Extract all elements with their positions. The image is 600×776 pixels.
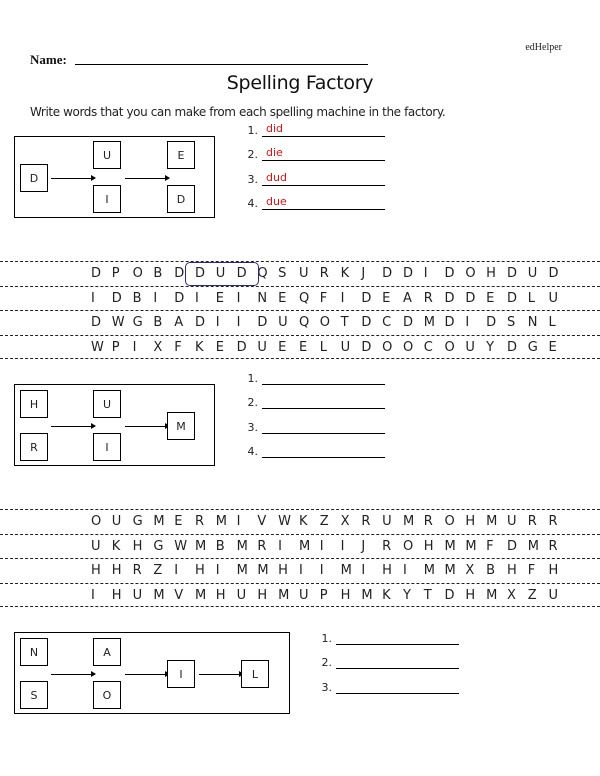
grid-letter[interactable]: M	[444, 563, 456, 578]
answer-number: 1.	[247, 372, 258, 385]
grid-letter[interactable]: I	[423, 266, 428, 281]
grid-letter[interactable]: L	[527, 291, 535, 306]
grid-letter[interactable]: R	[382, 539, 392, 554]
grid-letter[interactable]: O	[91, 514, 102, 529]
grid-letter[interactable]: Q	[257, 266, 268, 281]
answer-input[interactable]	[262, 122, 385, 137]
grid-letter[interactable]: E	[174, 514, 183, 529]
grid-letter[interactable]: D	[194, 315, 205, 330]
grid-letters	[91, 340, 569, 355]
grid-row	[0, 335, 600, 359]
grid-letter[interactable]: D	[444, 291, 455, 306]
grid-row	[0, 310, 600, 334]
answer-text: did	[266, 122, 284, 135]
grid-letter[interactable]: I	[402, 563, 407, 578]
answer-number: 2.	[321, 656, 332, 669]
answer-number: 3.	[247, 173, 258, 186]
grid-letter[interactable]: E	[278, 291, 287, 306]
letter-box: D	[20, 164, 48, 192]
name-label: Name:	[30, 52, 67, 67]
grid-letter[interactable]: A	[174, 315, 184, 330]
arrow-icon	[125, 426, 169, 427]
grid-letter[interactable]: M	[194, 588, 207, 603]
grid-letter[interactable]: M	[361, 588, 373, 603]
grid-letters	[91, 563, 569, 578]
grid-letter[interactable]: U	[111, 514, 122, 529]
grid-letter[interactable]: I	[298, 563, 303, 578]
grid-letter[interactable]: I	[319, 539, 324, 554]
grid-letter[interactable]: O	[444, 514, 455, 529]
grid-letter[interactable]: G	[153, 539, 164, 554]
grid-letter[interactable]: U	[278, 315, 288, 330]
letter-box: M	[167, 412, 195, 440]
grid-letter[interactable]: Z	[527, 588, 537, 603]
grid-letter[interactable]: I	[194, 291, 199, 306]
grid-letter[interactable]: R	[423, 291, 433, 306]
grid-letter[interactable]: I	[465, 315, 470, 330]
grid-letter[interactable]: I	[340, 291, 345, 306]
grid-letter[interactable]: D	[402, 315, 413, 330]
grid-letter[interactable]: L	[319, 340, 328, 355]
grid-letter[interactable]: B	[215, 539, 225, 554]
letter-box: I	[93, 185, 121, 213]
grid-letter[interactable]: K	[298, 514, 308, 529]
answer-input[interactable]	[336, 679, 459, 694]
grid-letter[interactable]: U	[340, 340, 351, 355]
grid-letter[interactable]: M	[236, 539, 248, 554]
grid-letter[interactable]: D	[444, 315, 455, 330]
grid-letter[interactable]: O	[402, 340, 414, 355]
grid-letter[interactable]: U	[527, 266, 538, 281]
grid-letter[interactable]: G	[132, 514, 143, 529]
grid-letter[interactable]: H	[340, 588, 351, 603]
grid-letter[interactable]: M	[194, 539, 207, 554]
grid-letter[interactable]: N	[527, 315, 538, 330]
grid-letter[interactable]: M	[298, 539, 311, 554]
letter-box: R	[20, 433, 48, 461]
grid-letters	[91, 315, 569, 330]
letter-box: U	[93, 141, 121, 169]
grid-letter[interactable]: D	[257, 315, 268, 330]
grid-letter[interactable]: R	[194, 514, 205, 529]
grid-letter[interactable]: W	[278, 514, 292, 529]
grid-letter[interactable]: O	[319, 315, 330, 330]
grid-letter[interactable]: M	[153, 588, 165, 603]
grid-letter[interactable]: R	[361, 514, 371, 529]
grid-letter[interactable]: D	[111, 291, 122, 306]
grid-letter[interactable]: U	[236, 588, 247, 603]
grid-letter[interactable]: M	[465, 539, 477, 554]
grid-letter[interactable]: H	[423, 539, 434, 554]
answer-input[interactable]	[262, 195, 385, 210]
grid-letter[interactable]: W	[91, 340, 104, 355]
grid-row	[0, 558, 600, 582]
grid-letters	[91, 539, 569, 554]
grid-letter[interactable]: D	[444, 266, 455, 281]
grid-letter[interactable]: H	[132, 539, 143, 554]
answer-input[interactable]	[336, 654, 459, 669]
grid-letter[interactable]: D	[548, 266, 559, 281]
spelling-machine-2	[14, 384, 215, 466]
grid-letter[interactable]: I	[215, 563, 220, 578]
grid-letter[interactable]: H	[194, 563, 205, 578]
grid-letter[interactable]: O	[132, 266, 143, 281]
grid-letter[interactable]: W	[111, 315, 125, 330]
grid-row	[0, 261, 600, 285]
grid-letter[interactable]: I	[215, 315, 220, 330]
answer-input[interactable]	[262, 443, 385, 458]
brand-label: edHelper	[525, 42, 562, 53]
arrow-icon	[125, 178, 169, 179]
grid-row	[0, 534, 600, 558]
grid-letter[interactable]: D	[402, 266, 413, 281]
grid-letter[interactable]: B	[153, 315, 163, 330]
grid-letter[interactable]: D	[506, 340, 517, 355]
grid-letter[interactable]: B	[153, 266, 163, 281]
grid-letter[interactable]: S	[278, 266, 287, 281]
grid-letter[interactable]: Y	[402, 588, 411, 603]
grid-letter[interactable]: G	[527, 340, 538, 355]
answer-number: 3.	[247, 421, 258, 434]
grid-letter[interactable]: M	[423, 563, 435, 578]
grid-letter[interactable]: F	[527, 563, 536, 578]
grid-letter[interactable]: U	[548, 588, 559, 603]
answer-text: die	[266, 146, 283, 159]
letter-box: H	[20, 390, 48, 418]
grid-letter[interactable]: K	[382, 588, 391, 603]
grid-letter[interactable]: E	[278, 340, 287, 355]
grid-letter[interactable]: R	[423, 514, 433, 529]
grid-letter[interactable]: I	[236, 291, 241, 306]
grid-letter[interactable]: I	[91, 291, 95, 306]
grid-letter[interactable]: F	[486, 539, 494, 554]
grid-letter[interactable]: V	[174, 588, 184, 603]
grid-letter[interactable]: M	[278, 588, 290, 603]
grid-letter[interactable]: W	[174, 539, 188, 554]
answer-input[interactable]	[336, 630, 459, 645]
grid-letter[interactable]: T	[423, 588, 432, 603]
grid-letter[interactable]: I	[174, 563, 179, 578]
grid-letter[interactable]: U	[298, 266, 309, 281]
grid-letter[interactable]: Y	[486, 340, 495, 355]
grid-letter[interactable]: D	[486, 315, 497, 330]
grid-letter[interactable]: M	[486, 588, 498, 603]
grid-letter[interactable]: E	[548, 340, 557, 355]
grid-letter[interactable]: I	[153, 291, 158, 306]
grid-letter[interactable]: H	[111, 563, 122, 578]
grid-letter[interactable]: F	[319, 291, 328, 306]
grid-letter[interactable]: U	[257, 340, 267, 355]
grid-letter[interactable]: R	[132, 563, 142, 578]
grid-letter[interactable]: R	[548, 514, 558, 529]
grid-letter[interactable]: H	[486, 266, 496, 281]
grid-letter[interactable]: J	[361, 539, 366, 554]
grid-letter[interactable]: X	[153, 340, 163, 355]
grid-letter[interactable]: M	[257, 563, 269, 578]
answer-number: 4.	[247, 445, 258, 458]
letter-box: E	[167, 141, 195, 169]
grid-letter[interactable]: Q	[298, 315, 310, 330]
answer-input[interactable]	[262, 146, 385, 161]
grid-letter[interactable]: H	[465, 514, 476, 529]
grid-letter[interactable]: M	[402, 514, 415, 529]
grid-letter[interactable]: P	[111, 266, 120, 281]
grid-letter[interactable]: H	[465, 588, 476, 603]
grid-letter[interactable]: D	[236, 266, 247, 281]
grid-letter[interactable]: S	[506, 315, 516, 330]
grid-letter[interactable]: U	[298, 588, 309, 603]
grid-letter[interactable]: M	[236, 563, 248, 578]
answer-number: 4.	[247, 197, 258, 210]
grid-letter[interactable]: M	[215, 514, 227, 529]
grid-letter[interactable]: D	[506, 291, 517, 306]
instructions: Write words that you can make from each spelling machine in the factory.	[30, 105, 446, 119]
grid-letter[interactable]: H	[257, 588, 268, 603]
grid-letter[interactable]: K	[340, 266, 350, 281]
grid-letter[interactable]: P	[319, 588, 328, 603]
grid-letter[interactable]: F	[174, 340, 182, 355]
grid-letter[interactable]: D	[465, 291, 476, 306]
grid-letter[interactable]: N	[257, 291, 268, 306]
grid-letter[interactable]: Z	[319, 514, 329, 529]
grid-letter[interactable]: H	[278, 563, 288, 578]
grid-letter[interactable]: D	[174, 266, 185, 281]
letter-box: U	[93, 390, 121, 418]
spelling-machine-1	[14, 136, 215, 218]
grid-letter[interactable]: X	[340, 514, 350, 529]
grid-letter[interactable]: K	[194, 340, 204, 355]
grid-letter[interactable]: A	[402, 291, 412, 306]
grid-letter[interactable]: B	[486, 563, 496, 578]
grid-letter[interactable]: D	[506, 266, 517, 281]
page-title: Spelling Factory	[226, 72, 374, 94]
grid-letter[interactable]: Z	[153, 563, 163, 578]
grid-letter[interactable]: L	[548, 315, 556, 330]
arrow-icon	[51, 178, 95, 179]
grid-letter[interactable]: R	[527, 514, 537, 529]
letter-box: O	[93, 681, 121, 709]
grid-letter[interactable]: X	[465, 563, 475, 578]
grid-letter[interactable]: I	[236, 315, 241, 330]
grid-letter[interactable]: K	[111, 539, 121, 554]
answer-number: 2.	[247, 148, 258, 161]
grid-letter[interactable]: O	[402, 539, 414, 554]
grid-letter[interactable]: G	[132, 315, 143, 330]
grid-letter[interactable]: R	[319, 266, 329, 281]
letter-box: L	[241, 660, 269, 688]
grid-letter[interactable]: D	[361, 315, 372, 330]
grid-letter[interactable]: H	[382, 563, 392, 578]
grid-letter[interactable]: P	[111, 340, 120, 355]
answer-text: due	[266, 195, 287, 208]
grid-letter[interactable]: D	[444, 588, 455, 603]
answer-text: dud	[266, 171, 287, 184]
grid-letters	[91, 266, 569, 281]
grid-row	[0, 286, 600, 310]
grid-letter[interactable]: I	[132, 340, 137, 355]
grid-letter[interactable]: I	[319, 563, 324, 578]
grid-letter[interactable]: D	[91, 315, 102, 330]
grid-letter[interactable]: E	[215, 291, 224, 306]
grid-row	[0, 509, 600, 533]
grid-letter[interactable]: D	[361, 291, 372, 306]
name-input-line[interactable]	[75, 64, 368, 65]
grid-letter[interactable]: E	[382, 291, 391, 306]
grid-letter[interactable]: H	[111, 588, 122, 603]
grid-letter[interactable]: C	[423, 340, 433, 355]
grid-letter[interactable]: U	[548, 291, 559, 306]
grid-letter[interactable]: M	[486, 514, 498, 529]
grid-letter[interactable]: I	[361, 563, 366, 578]
letter-box: S	[20, 681, 48, 709]
grid-letter[interactable]: D	[194, 266, 205, 281]
grid-letter[interactable]: H	[91, 563, 101, 578]
answer-number: 1.	[321, 632, 332, 645]
found-word-highlight[interactable]	[185, 262, 259, 286]
arrow-icon	[51, 426, 95, 427]
grid-letter[interactable]: O	[444, 340, 455, 355]
grid-letter[interactable]: U	[91, 539, 101, 554]
grid-letter[interactable]: M	[423, 315, 435, 330]
grid-letter[interactable]: D	[506, 539, 517, 554]
answer-number: 1.	[247, 124, 258, 137]
grid-letter[interactable]: B	[132, 291, 142, 306]
grid-letter[interactable]: I	[340, 539, 345, 554]
grid-letter[interactable]: O	[382, 340, 393, 355]
grid-letter[interactable]: C	[382, 315, 392, 330]
grid-letter[interactable]: H	[506, 563, 517, 578]
grid-letter[interactable]: I	[236, 514, 241, 529]
grid-letter[interactable]: D	[91, 266, 102, 281]
grid-letter[interactable]: E	[486, 291, 495, 306]
grid-letter[interactable]: D	[361, 340, 372, 355]
grid-letter[interactable]: O	[465, 266, 476, 281]
grid-letter[interactable]: M	[153, 514, 165, 529]
spelling-machine-3	[14, 632, 290, 714]
grid-letter[interactable]: U	[506, 514, 517, 529]
grid-letter[interactable]: J	[361, 266, 366, 281]
grid-letters	[91, 514, 569, 529]
grid-letter[interactable]: E	[298, 340, 308, 355]
arrow-icon	[199, 674, 243, 675]
answer-number: 3.	[321, 681, 332, 694]
answer-input[interactable]	[262, 171, 385, 186]
grid-row	[0, 583, 600, 607]
arrow-icon	[125, 674, 169, 675]
answer-input[interactable]	[262, 419, 385, 434]
arrow-icon	[51, 674, 95, 675]
letter-box: N	[20, 638, 48, 666]
grid-letter[interactable]: U	[215, 266, 226, 281]
grid-letter[interactable]: D	[382, 266, 393, 281]
letter-box: D	[167, 185, 195, 213]
grid-letter[interactable]: M	[527, 539, 539, 554]
grid-letter[interactable]: U	[382, 514, 392, 529]
grid-letter[interactable]: T	[340, 315, 349, 330]
grid-letter[interactable]: R	[548, 539, 558, 554]
grid-letter[interactable]: M	[444, 539, 456, 554]
grid-letter[interactable]: R	[257, 539, 267, 554]
grid-letter[interactable]: D	[236, 340, 247, 355]
grid-letter[interactable]: V	[257, 514, 267, 529]
grid-letter[interactable]: M	[340, 563, 352, 578]
letter-box: I	[167, 660, 195, 688]
grid-letter[interactable]: D	[174, 291, 185, 306]
grid-letter[interactable]: I	[91, 588, 95, 603]
grid-letter[interactable]: U	[132, 588, 143, 603]
grid-letters	[91, 291, 569, 306]
answer-input[interactable]	[262, 394, 385, 409]
grid-letter[interactable]: E	[215, 340, 224, 355]
grid-letters	[91, 588, 569, 603]
grid-letter[interactable]: H	[548, 563, 559, 578]
grid-letter[interactable]: Q	[298, 291, 310, 306]
letter-box: A	[93, 638, 121, 666]
grid-letter[interactable]: I	[278, 539, 283, 554]
answer-input[interactable]	[262, 370, 385, 385]
answer-number: 2.	[247, 396, 258, 409]
grid-letter[interactable]: X	[506, 588, 516, 603]
grid-letter[interactable]: U	[465, 340, 475, 355]
grid-letter[interactable]: H	[215, 588, 226, 603]
letter-box: I	[93, 433, 121, 461]
